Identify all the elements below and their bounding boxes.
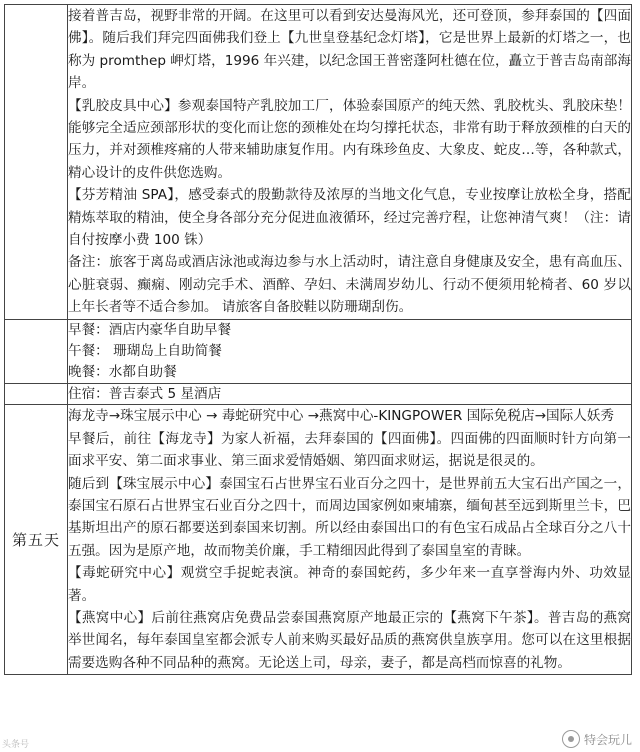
day5-label-cell xyxy=(5,405,68,675)
account-logo-icon xyxy=(562,730,580,748)
day5-paragraph-birdnest: 【燕窝中心】后前往燕窝店免费品尝泰国燕窝原产地最正宗的【燕窝下午茶】。普吉岛的燕窝举世闻名，每年泰国皇室都会派专人前来购买最好品质的燕窝供皇族享用。您可以在这里根据需要选购各种不同品种的燕窝。无论送上司，母亲，妻子，都是高档而惊喜的礼物。 xyxy=(68,609,631,671)
day5-paragraph-jewelry: 随后到【珠宝展示中心】泰国宝石占世界宝石业百分之四十，是世界前五大宝石出产国之一，泰国宝石原石占世界宝石业百分之四十，而周边国家例如柬埔寨，缅甸甚至远到斯里兰卡，巴基斯坦出产的原石都要送到泰国来切割。所以经由泰国出口的有色宝石成品占全球百分之八十五强。因为是原产地，故而物美价廉，手工精细因此得到了泰国皇室的青睐。 xyxy=(68,475,631,559)
day4-paragraph-temple: 接着普吉岛，视野非常的开阔。在这里可以看到安达曼海风光，还可登顶，参拜泰国的【四面佛】。随后我们拜完四面佛我们登上【九世皇登基纪念灯塔】，它是世界上最新的灯塔之一，也称为 promthep 岬灯塔，1996 年兴建，以纪念国王普密蓬阿杜德在位，矗立于普吉岛南部海岸。 xyxy=(68,8,631,92)
day4-breakfast: 早餐：酒店内豪华自助早餐 xyxy=(68,321,232,338)
day4-label-cell xyxy=(5,5,68,320)
watermark-right-text: 特会玩儿 xyxy=(583,732,632,747)
day4-stay-row xyxy=(5,384,632,405)
day5-route: 海龙寺→珠宝展示中心 → 毒蛇研究中心 →燕窝中心-KINGPOWER 国际免税店→国际人妖秀 xyxy=(68,408,614,425)
day5-row xyxy=(5,405,632,675)
watermark-left: 头条号 xyxy=(2,740,30,750)
day4-meals-row xyxy=(5,319,632,384)
watermark-right xyxy=(562,730,632,748)
day5-paragraph-temple: 早餐后，前往【海龙寺】为家人祈福，去拜泰国的【四面佛】。四面佛的四面顺时针方向第一面求平安、第二面求事业、第三面求爱情婚姻、第四面求财运，据说是很灵的。 xyxy=(68,430,631,470)
day4-activities-cell xyxy=(68,5,632,320)
day4-stay-blank-cell xyxy=(5,384,68,405)
day5-activities-cell xyxy=(68,405,632,675)
day4-meals-cell xyxy=(68,319,632,384)
day4-meals-blank-cell xyxy=(5,319,68,384)
day4-hotel: 住宿：普吉泰式 5 星酒店 xyxy=(68,386,222,403)
day4-lunch: 午餐： 珊瑚岛上自助简餐 xyxy=(68,342,222,359)
day4-paragraph-note: 备注：旅客于离岛或酒店泳池或海边参与水上活动时，请注意自身健康及安全，患有高血压、心脏衰弱、癫痫、刚动完手术、酒醉、孕妇、未满周岁幼儿、行动不便须用轮椅者、60 岁以上年长者等不适合参加。 请旅客自备胶鞋以防珊瑚刮伤。 xyxy=(68,254,631,316)
day4-paragraph-latex: 【乳胶皮具中心】参观泰国特产乳胶加工厂，体验泰国原产的纯天然、乳胶枕头、乳胶床垫！能够完全适应颈部形状的变化而让您的颈椎处在均匀撑托状态，非常有助于释放颈椎的白天的压力，并对颈椎疼痛的人带来辅助康复作用。内有珠珍鱼皮、大象皮、蛇皮…等，各种款式，精心设计的皮件供您选购。 xyxy=(68,97,631,181)
day4-activities-row xyxy=(5,5,632,320)
day5-label: 第五天 xyxy=(11,531,60,550)
day5-paragraph-snake: 【毒蛇研究中心】观赏空手捉蛇表演。神奇的泰国蛇药，多少年来一直享誉海内外、功效显著。 xyxy=(68,565,631,604)
itinerary-table xyxy=(4,4,632,675)
day4-dinner: 晚餐：水都自助餐 xyxy=(68,364,177,381)
day4-paragraph-spa: 【芬芳精油 SPA】，感受泰式的殷勤款待及浓厚的当地文化气息，专业按摩让放松全身，搭配精炼萃取的精油，使全身各部分充分促进血液循环，经过完善疗程，让您神清气爽！（注：请自付按摩小费 100 铢） xyxy=(68,187,631,249)
day4-stay-cell xyxy=(68,384,632,405)
